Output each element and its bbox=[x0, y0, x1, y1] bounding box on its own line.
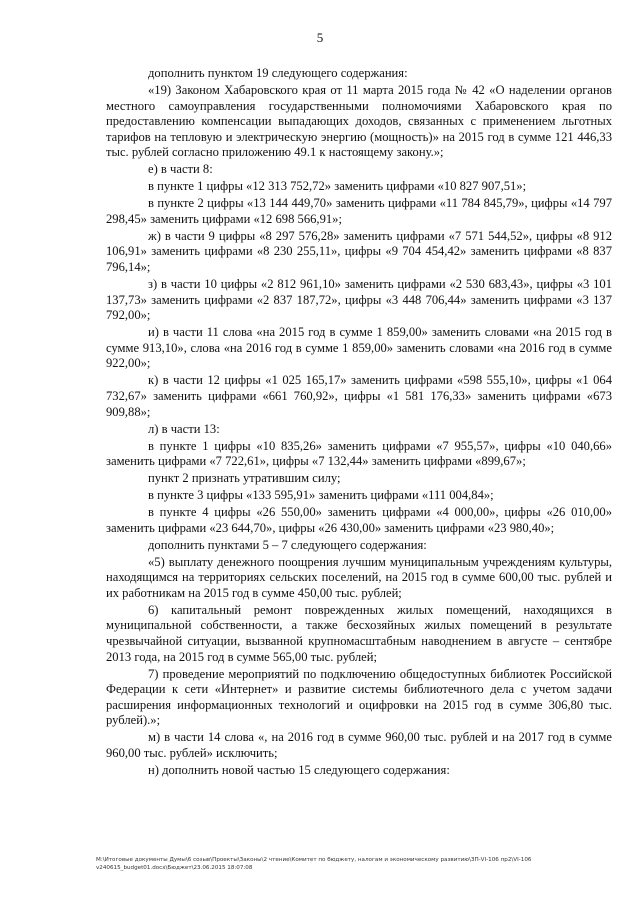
document-body bbox=[106, 66, 612, 780]
paragraph: н) дополнить новой частью 15 следующего содержания: bbox=[148, 762, 450, 777]
paragraph: м) в части 14 слова «, на 2016 год в сумме 960,00 тыс. рублей и на 2017 год в сумме 960,00 тыс. рублей» исключить; bbox=[106, 730, 612, 760]
paragraph: пункт 2 признать утратившим силу; bbox=[148, 471, 341, 486]
paragraph: в пункте 2 цифры «13 144 449,70» заменить цифрами «11 784 845,79», цифры «14 797 298,45» заменить цифрами «12 698 566,91»; bbox=[106, 196, 612, 226]
file-path-footer: M:\Итоговые документы Думы\6 созыв\Проекты\Законы\2 чтение\Комитет по бюджету, налогам и экономическому развитию\ЗП-VI-106 пр2\VI-106 v240615_budget01.docx\Бюджет\23.06.2015 18:07:08 bbox=[96, 857, 532, 871]
paragraph: 7) проведение мероприятий по подключению общедоступных библиотек Российской Федерации к сети «Интернет» и развитие системы библиотечного дела с учетом задачи расширения информационных технологий и оцифровки на 2015 год в сумме 306,80 тыс. рублей).»; bbox=[106, 666, 612, 728]
paragraph: в пункте 3 цифры «133 595,91» заменить цифрами «111 004,84»; bbox=[148, 488, 494, 503]
paragraph: ж) в части 9 цифры «8 297 576,28» заменить цифрами «7 571 544,52», цифры «8 912 106,91» заменить цифрами «8 230 255,11», цифры «9 704 454,42» заменить цифрами «8 837 796,14»; bbox=[106, 228, 612, 275]
paragraph: «5) выплату денежного поощрения лучшим муниципальным учреждениям культуры, находящимся на территориях сельских поселений, на 2015 год в сумме 600,00 тыс. рублей и их работникам на 2015 год в сумме 450,00 тыс. рублей; bbox=[106, 554, 612, 600]
paragraph: в пункте 1 цифры «10 835,26» заменить цифрами «7 955,57», цифры «10 040,66» заменить цифрами «7 722,61», цифры «7 132,44» заменить цифрами «899,67»; bbox=[106, 438, 612, 469]
paragraph: к) в части 12 цифры «1 025 165,17» заменить цифрами «598 555,10», цифры «1 064 732,67» заменить цифрами «661 760,92», цифры «1 581 176,33» заменить цифрами «673 909,88»; bbox=[106, 373, 612, 419]
paragraph: «19) Законом Хабаровского края от 11 марта 2015 года № 42 «О наделении органов местного самоуправления государственными полномочиями Хабаровского края по предоставлению компенсации выпадающих доходов, связанных с применением льготных тарифов на тепловую и электрическую энергию (мощность)» на 2015 год в сумме 121 446,33 тыс. рублей согласно приложению 49.1 к настоящему закону.»; bbox=[106, 82, 612, 160]
paragraph: е) в части 8: bbox=[148, 162, 213, 177]
paragraph: з) в части 10 цифры «2 812 961,10» заменить цифрами «2 530 683,43», цифры «3 101 137,73» заменить цифрами «2 837 187,72», цифры «3 448 706,44» заменить цифрами «3 137 792,00»; bbox=[106, 277, 612, 323]
paragraph: дополнить пунктом 19 следующего содержания: bbox=[148, 66, 408, 80]
paragraph: л) в части 13: bbox=[148, 421, 220, 436]
page-number: 5 bbox=[316, 30, 324, 45]
paragraph: дополнить пунктами 5 – 7 следующего содержания: bbox=[148, 537, 427, 552]
paragraph: в пункте 1 цифры «12 313 752,72» заменить цифрами «10 827 907,51»; bbox=[148, 179, 527, 194]
paragraph: в пункте 4 цифры «26 550,00» заменить цифрами «4 000,00», цифры «26 010,00» заменить цифрами «23 644,70», цифры «26 430,00» заменить цифрами «23 980,40»; bbox=[106, 505, 612, 535]
paragraph: и) в части 11 слова «на 2015 год в сумме 1 859,00» заменить словами «на 2015 год в сумме 913,10», слова «на 2016 год в сумме 1 859,00» заменить словами «на 2016 год в сумме 922,00»; bbox=[106, 325, 612, 371]
paragraph: 6) капитальный ремонт поврежденных жилых помещений, находящихся в муниципальной собственности, а также бесхозяйных жилых помещений в результате чрезвычайной ситуации, вызванной крупномасштабным наводнением в августе – сентябре 2013 года, на 2015 год в сумме 565,00 тыс. рублей; bbox=[106, 602, 612, 664]
